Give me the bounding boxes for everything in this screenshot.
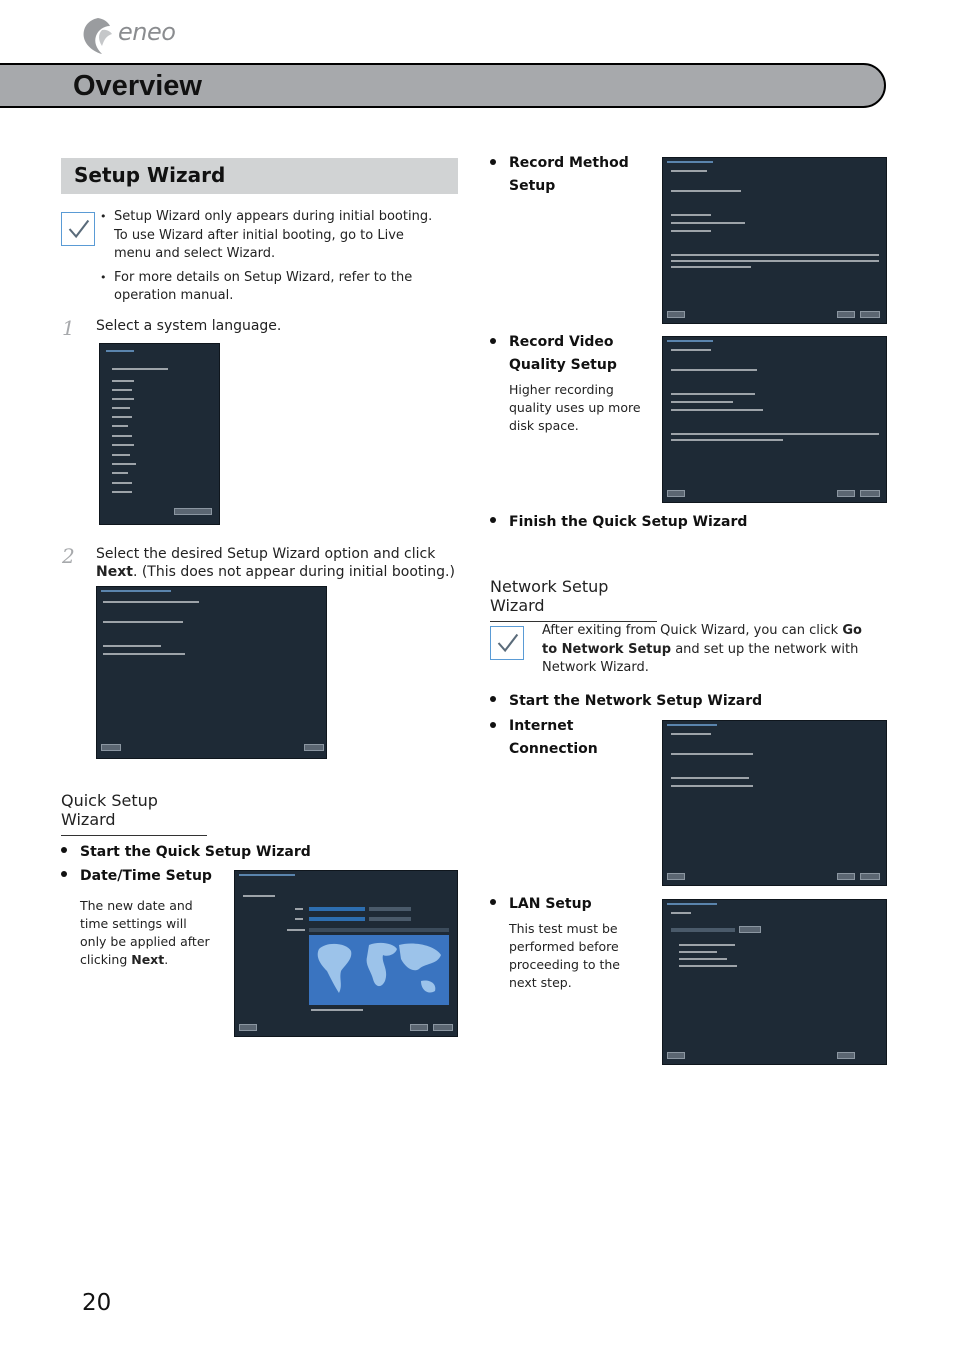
world-map-icon <box>309 935 449 1005</box>
date-time-screenshot <box>234 870 458 1037</box>
check-note-icon <box>490 626 524 660</box>
step-text: Select the desired Setup Wizard option and click Next. (This does not appear during initial booting.) <box>96 546 455 580</box>
page-title: Overview <box>73 70 202 102</box>
brand-name: eneo <box>118 18 176 46</box>
list-item: Start the Network Setup Wizard <box>490 690 762 713</box>
list-item: Finish the Quick Setup Wizard <box>490 511 747 534</box>
brand-mark-icon <box>80 16 116 56</box>
next-label: Next <box>96 564 133 580</box>
step-number: 1 <box>62 316 75 340</box>
list-item: Start the Quick Setup Wizard <box>61 841 311 864</box>
record-quality-screenshot <box>662 336 887 503</box>
network-setup-heading: Network Setup Wizard <box>490 577 657 622</box>
page-number: 20 <box>82 1290 112 1316</box>
check-note-icon <box>61 212 95 246</box>
note-item: • For more details on Setup Wizard, refer to the operation manual. <box>100 269 440 306</box>
step-text: Select a system language. <box>96 318 282 334</box>
record-method-screenshot <box>662 157 887 324</box>
item-description: This test must be performed before proceeding to the next step. <box>509 921 620 990</box>
setup-wizard-notes <box>100 208 440 306</box>
lan-setup-screenshot <box>662 899 887 1065</box>
select-wizard-screenshot <box>96 586 327 759</box>
list-item: Record Video Quality Setup <box>490 331 630 377</box>
language-screenshot <box>99 343 220 525</box>
network-note: After exiting from Quick Wizard, you can click Go to Network Setup and set up the network with Network Wizard. <box>542 623 862 675</box>
internet-connection-screenshot <box>662 720 887 886</box>
list-item: Date/Time Setup <box>61 865 212 888</box>
step-number: 2 <box>62 544 75 568</box>
setup-wizard-heading <box>61 158 458 194</box>
quick-setup-heading: Quick Setup Wizard <box>61 791 207 836</box>
note-item: • Setup Wizard only appears during initial booting. To use Wizard after initial booting, go to Live menu and select Wizard. <box>100 208 440 264</box>
list-item: LAN Setup <box>490 893 592 916</box>
list-item: Record Method Setup <box>490 152 630 198</box>
item-description: Higher recording quality uses up more disk space. <box>509 382 641 433</box>
item-description: The new date and time settings will only be applied after clicking Next. <box>80 898 210 967</box>
setup-wizard-title: Setup Wizard <box>74 163 226 187</box>
list-item: Internet Connection <box>490 715 610 761</box>
